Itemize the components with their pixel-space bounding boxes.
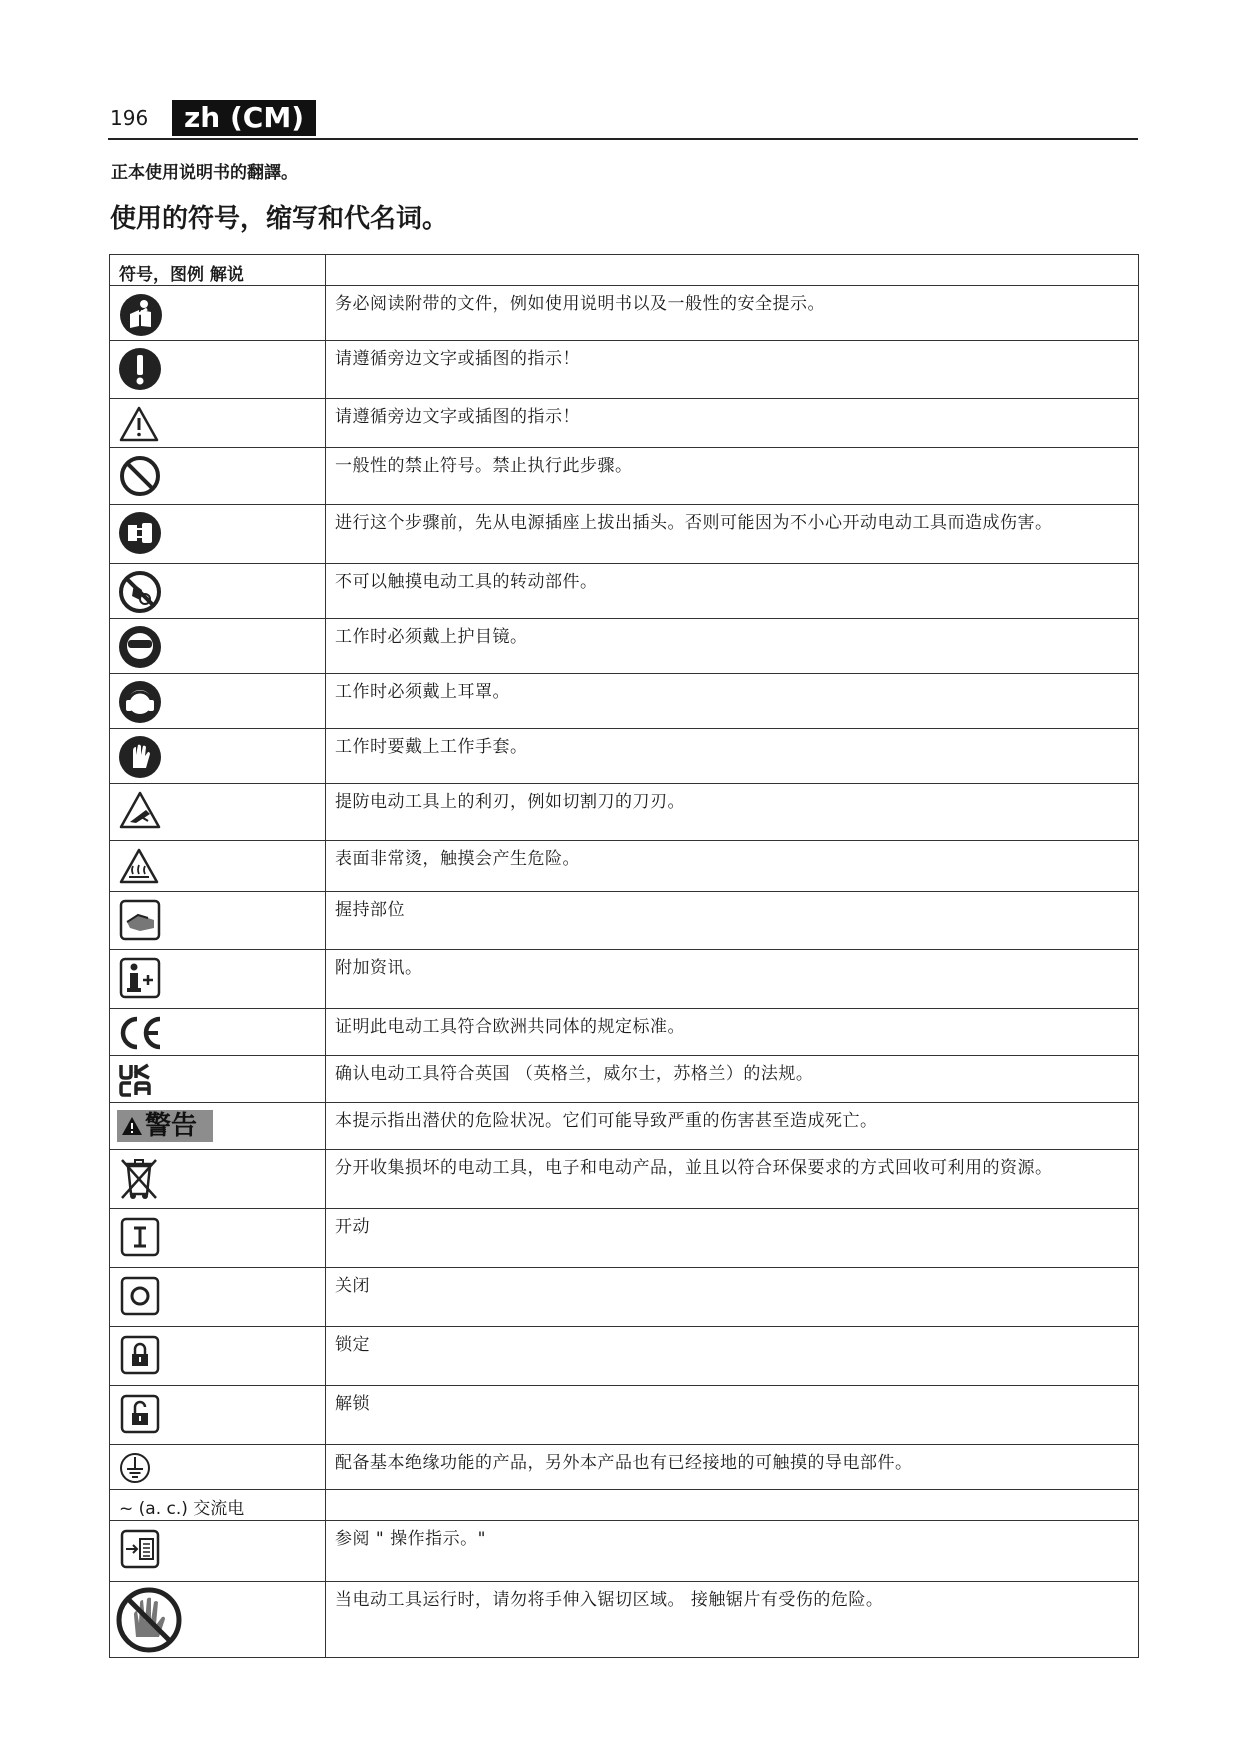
description: 附加资讯。 [326, 950, 1139, 1009]
table-row [110, 729, 1139, 784]
table-row [110, 399, 1139, 448]
symbol-cell [110, 1521, 326, 1582]
eye-protection-icon [118, 625, 162, 669]
warning-label-icon [117, 1110, 213, 1142]
symbols-table [109, 254, 1139, 1658]
table-row [110, 341, 1139, 399]
description: 请遵循旁边文字或插图的指示！ [326, 341, 1139, 399]
table-row [110, 1386, 1139, 1445]
table-row [110, 1103, 1139, 1150]
description: 工作时必须戴上护目镜。 [326, 619, 1139, 674]
description: 开动 [326, 1209, 1139, 1268]
symbol-cell [110, 1103, 326, 1150]
symbol-cell [110, 729, 326, 784]
ear-protection-icon [118, 680, 162, 724]
hot-surface-warning-icon [118, 847, 160, 885]
warning-triangle-icon [118, 405, 160, 443]
table-row [110, 674, 1139, 729]
description: 解锁 [326, 1386, 1139, 1445]
description: 当电动工具运行时，请勿将手伸入锯切区域。 接触锯片有受伤的危险。 [326, 1582, 1139, 1658]
unlock-icon [118, 1392, 162, 1436]
weee-crossed-bin-icon [118, 1156, 160, 1202]
table-row [110, 1445, 1139, 1490]
description: 一般性的禁止符号。禁止执行此步骤。 [326, 448, 1139, 505]
gloves-icon [118, 735, 162, 779]
symbol-cell [110, 1582, 326, 1658]
symbol-cell [110, 784, 326, 841]
symbol-cell [110, 1209, 326, 1268]
table-row [110, 1521, 1139, 1582]
ce-mark-icon [118, 1015, 164, 1051]
language-tab: zh (CM) [172, 100, 316, 136]
grip-area-icon [118, 898, 162, 942]
switch-off-icon [118, 1274, 162, 1318]
warning-label-text: 警告 [145, 1111, 198, 1141]
description: 请遵循旁边文字或插图的指示！ [326, 399, 1139, 448]
description [326, 1490, 1139, 1521]
protective-earth-icon [118, 1451, 152, 1485]
description: 证明此电动工具符合欧洲共同体的规定标准。 [326, 1009, 1139, 1056]
table-row [110, 1150, 1139, 1209]
table-row [110, 1056, 1139, 1103]
table-row [110, 1009, 1139, 1056]
sharp-edge-warning-icon [118, 790, 162, 830]
information-icon [118, 956, 162, 1000]
table-header-row [110, 255, 1139, 286]
symbol-cell [110, 892, 326, 950]
description: 关闭 [326, 1268, 1139, 1327]
table-row [110, 1490, 1139, 1521]
read-manual-icon [118, 292, 164, 338]
table-header-empty [326, 255, 1139, 286]
intro-note: 正本使用说明书的翻譯。 [111, 163, 298, 183]
description: 确认电动工具符合英国 （英格兰，威尔士，苏格兰）的法规。 [326, 1056, 1139, 1103]
symbol-cell [110, 1445, 326, 1490]
symbol-cell [110, 619, 326, 674]
symbol-cell [110, 841, 326, 892]
description: 工作时必须戴上耳罩。 [326, 674, 1139, 729]
section-title: 使用的符号，缩写和代名词。 [110, 204, 449, 234]
symbol-cell [110, 1268, 326, 1327]
switch-on-icon [118, 1215, 162, 1259]
symbol-cell [110, 1009, 326, 1056]
table-header-label: 符号，图例 解说 [110, 255, 326, 286]
table-row [110, 1327, 1139, 1386]
symbol-cell [110, 674, 326, 729]
symbol-cell [110, 448, 326, 505]
table-row [110, 950, 1139, 1009]
no-touch-rotating-parts-icon [118, 570, 162, 614]
mandatory-exclamation-icon [118, 347, 162, 391]
table-row [110, 1582, 1139, 1658]
see-instructions-icon [118, 1527, 162, 1571]
description: 工作时要戴上工作手套。 [326, 729, 1139, 784]
description: 参阅 " 操作指示。" [326, 1521, 1139, 1582]
prohibition-icon [118, 454, 162, 498]
table-row [110, 286, 1139, 341]
lock-icon [118, 1333, 162, 1377]
ukca-mark-icon [118, 1062, 154, 1098]
table-row [110, 892, 1139, 950]
table-row [110, 564, 1139, 619]
table-row [110, 1209, 1139, 1268]
description: 握持部位 [326, 892, 1139, 950]
symbol-cell [110, 1056, 326, 1103]
symbol-cell [110, 564, 326, 619]
description: 本提示指出潜伏的危险状况。它们可能导致严重的伤害甚至造成死亡。 [326, 1103, 1139, 1150]
symbol-cell [110, 1150, 326, 1209]
description: 锁定 [326, 1327, 1139, 1386]
description: 进行这个步骤前，先从电源插座上拔出插头。否则可能因为不小心开动电动工具而造成伤害。 [326, 505, 1139, 564]
unplug-icon [118, 511, 162, 555]
description: 分开收集损坏的电动工具，电子和电动产品，並且以符合环保要求的方式回收可利用的资源。 [326, 1150, 1139, 1209]
table-row [110, 841, 1139, 892]
no-hands-near-saw-icon [116, 1587, 182, 1653]
page-header [108, 100, 1138, 140]
description: 配备基本绝缘功能的产品，另外本产品也有已经接地的可触摸的导电部件。 [326, 1445, 1139, 1490]
description: 不可以触摸电动工具的转动部件。 [326, 564, 1139, 619]
symbol-cell [110, 1386, 326, 1445]
table-row [110, 619, 1139, 674]
symbol-cell [110, 950, 326, 1009]
symbol-cell [110, 341, 326, 399]
symbol-text: ~ (a. c.) 交流电 [110, 1490, 326, 1521]
description: 务必阅读附带的文件，例如使用说明书以及一般性的安全提示。 [326, 286, 1139, 341]
symbol-cell [110, 1327, 326, 1386]
symbol-cell [110, 286, 326, 341]
table-row [110, 448, 1139, 505]
description: 提防电动工具上的利刃，例如切割刀的刀刃。 [326, 784, 1139, 841]
warning-triangle-small-icon [121, 1116, 143, 1136]
table-row [110, 1268, 1139, 1327]
description: 表面非常烫，触摸会产生危险。 [326, 841, 1139, 892]
symbol-cell [110, 399, 326, 448]
page-number: 196 [110, 106, 149, 130]
table-row [110, 784, 1139, 841]
table-row [110, 505, 1139, 564]
symbol-cell [110, 505, 326, 564]
